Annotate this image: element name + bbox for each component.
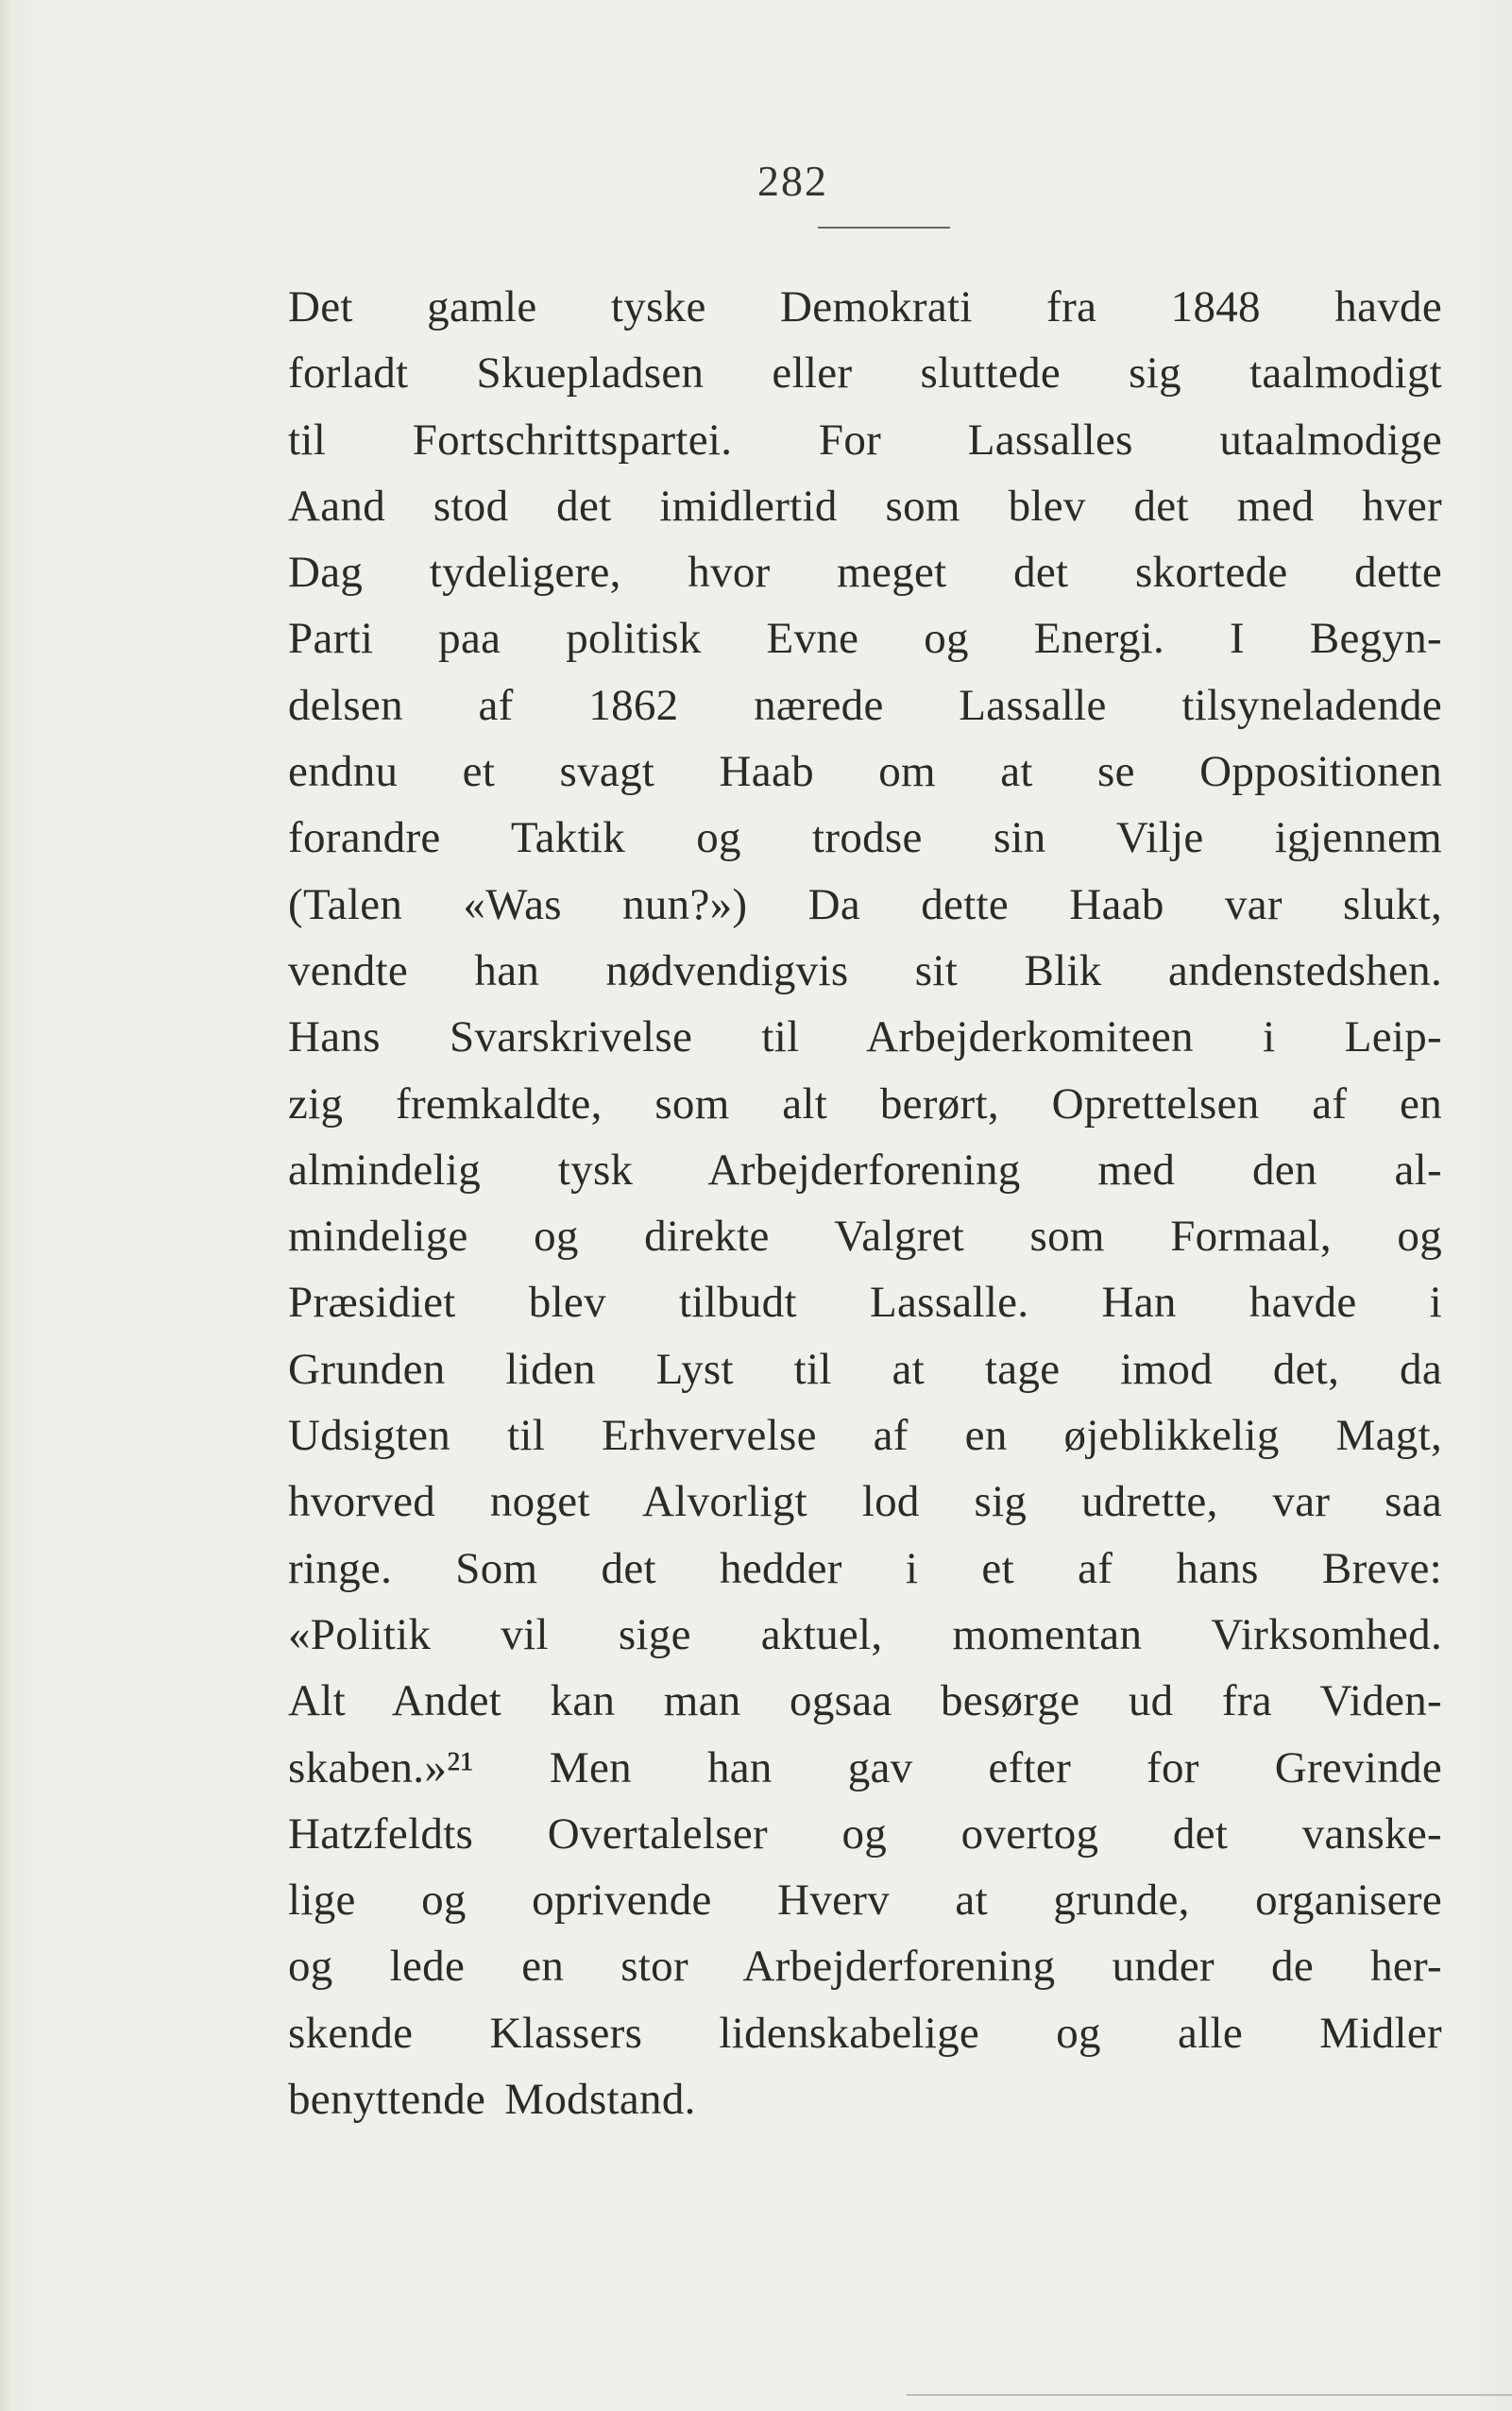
text-line: Dag tydeligere, hvor meget det skortede dette (288, 548, 1442, 598)
text-line: til Fortschrittspartei. For Lassalles utaalmodige (288, 415, 1442, 465)
text-line: Aand stod det imidlertid som blev det med hver (288, 481, 1442, 531)
text-line: Det gamle tyske Demokrati fra 1848 havde (288, 282, 1442, 331)
text-line: mindelige og direkte Valgret som Formaal, og (288, 1212, 1442, 1262)
text-line: Hans Svarskrivelse til Arbejderkomiteen i Leip- (288, 1012, 1442, 1062)
text-line: benyttende Modstand. (288, 2075, 696, 2125)
text-line: og lede en stor Arbejderforening under de her- (288, 1942, 1442, 1992)
text-line: lige og oprivende Hverv at grunde, organisere (288, 1876, 1442, 1926)
text-line: forladt Skuepladsen eller sluttede sig taalmodigt (288, 348, 1442, 399)
text-line: forandre Taktik og trodse sin Vilje igjennem (288, 813, 1442, 863)
text-line: Grunden liden Lyst til at tage imod det, da (288, 1344, 1442, 1394)
text-line: skende Klassers lidenskabelige og alle Midler (288, 2008, 1442, 2058)
text-line: ringe. Som det hedder i et af hans Breve: (288, 1543, 1442, 1593)
page-number: 282 (757, 157, 828, 205)
page-binding-edge (0, 0, 13, 2411)
text-line: endnu et svagt Haab om at se Oppositionen (288, 747, 1442, 797)
text-line: Parti paa politisk Evne og Energi. I Begyn- (288, 614, 1442, 664)
bottom-edge-rule (907, 2394, 1512, 2396)
text-line: Hatzfeldts Overtalelser og overtog det vanske- (288, 1808, 1442, 1859)
text-line: zig fremkaldte, som alt berørt, Oprettelsen af en (288, 1078, 1442, 1129)
text-line: (Talen «Was nun?») Da dette Haab var slukt, (288, 879, 1442, 929)
text-line: Udsigten til Erhvervelse af en øjeblikkelig Magt, (288, 1411, 1442, 1461)
text-line: skaben.»²¹ Men han gav efter for Grevinde (288, 1742, 1442, 1792)
text-line: almindelig tysk Arbejderforening med den al- (288, 1145, 1442, 1195)
text-line: Alt Andet kan man ogsaa besørge ud fra Viden- (288, 1676, 1442, 1726)
text-line: Præsidiet blev tilbudt Lassalle. Han havde i (288, 1278, 1442, 1328)
text-line: delsen af 1862 nærede Lassalle tilsyneladende (288, 680, 1442, 730)
header-rule (818, 227, 950, 229)
text-line: vendte han nødvendigvis sit Blik andenstedshen. (288, 945, 1442, 995)
text-line: «Politik vil sige aktuel, momentan Virksomhed. (288, 1609, 1442, 1659)
body-text (288, 274, 1442, 2132)
text-line: hvorved noget Alvorligt lod sig udrette, var saa (288, 1477, 1442, 1527)
